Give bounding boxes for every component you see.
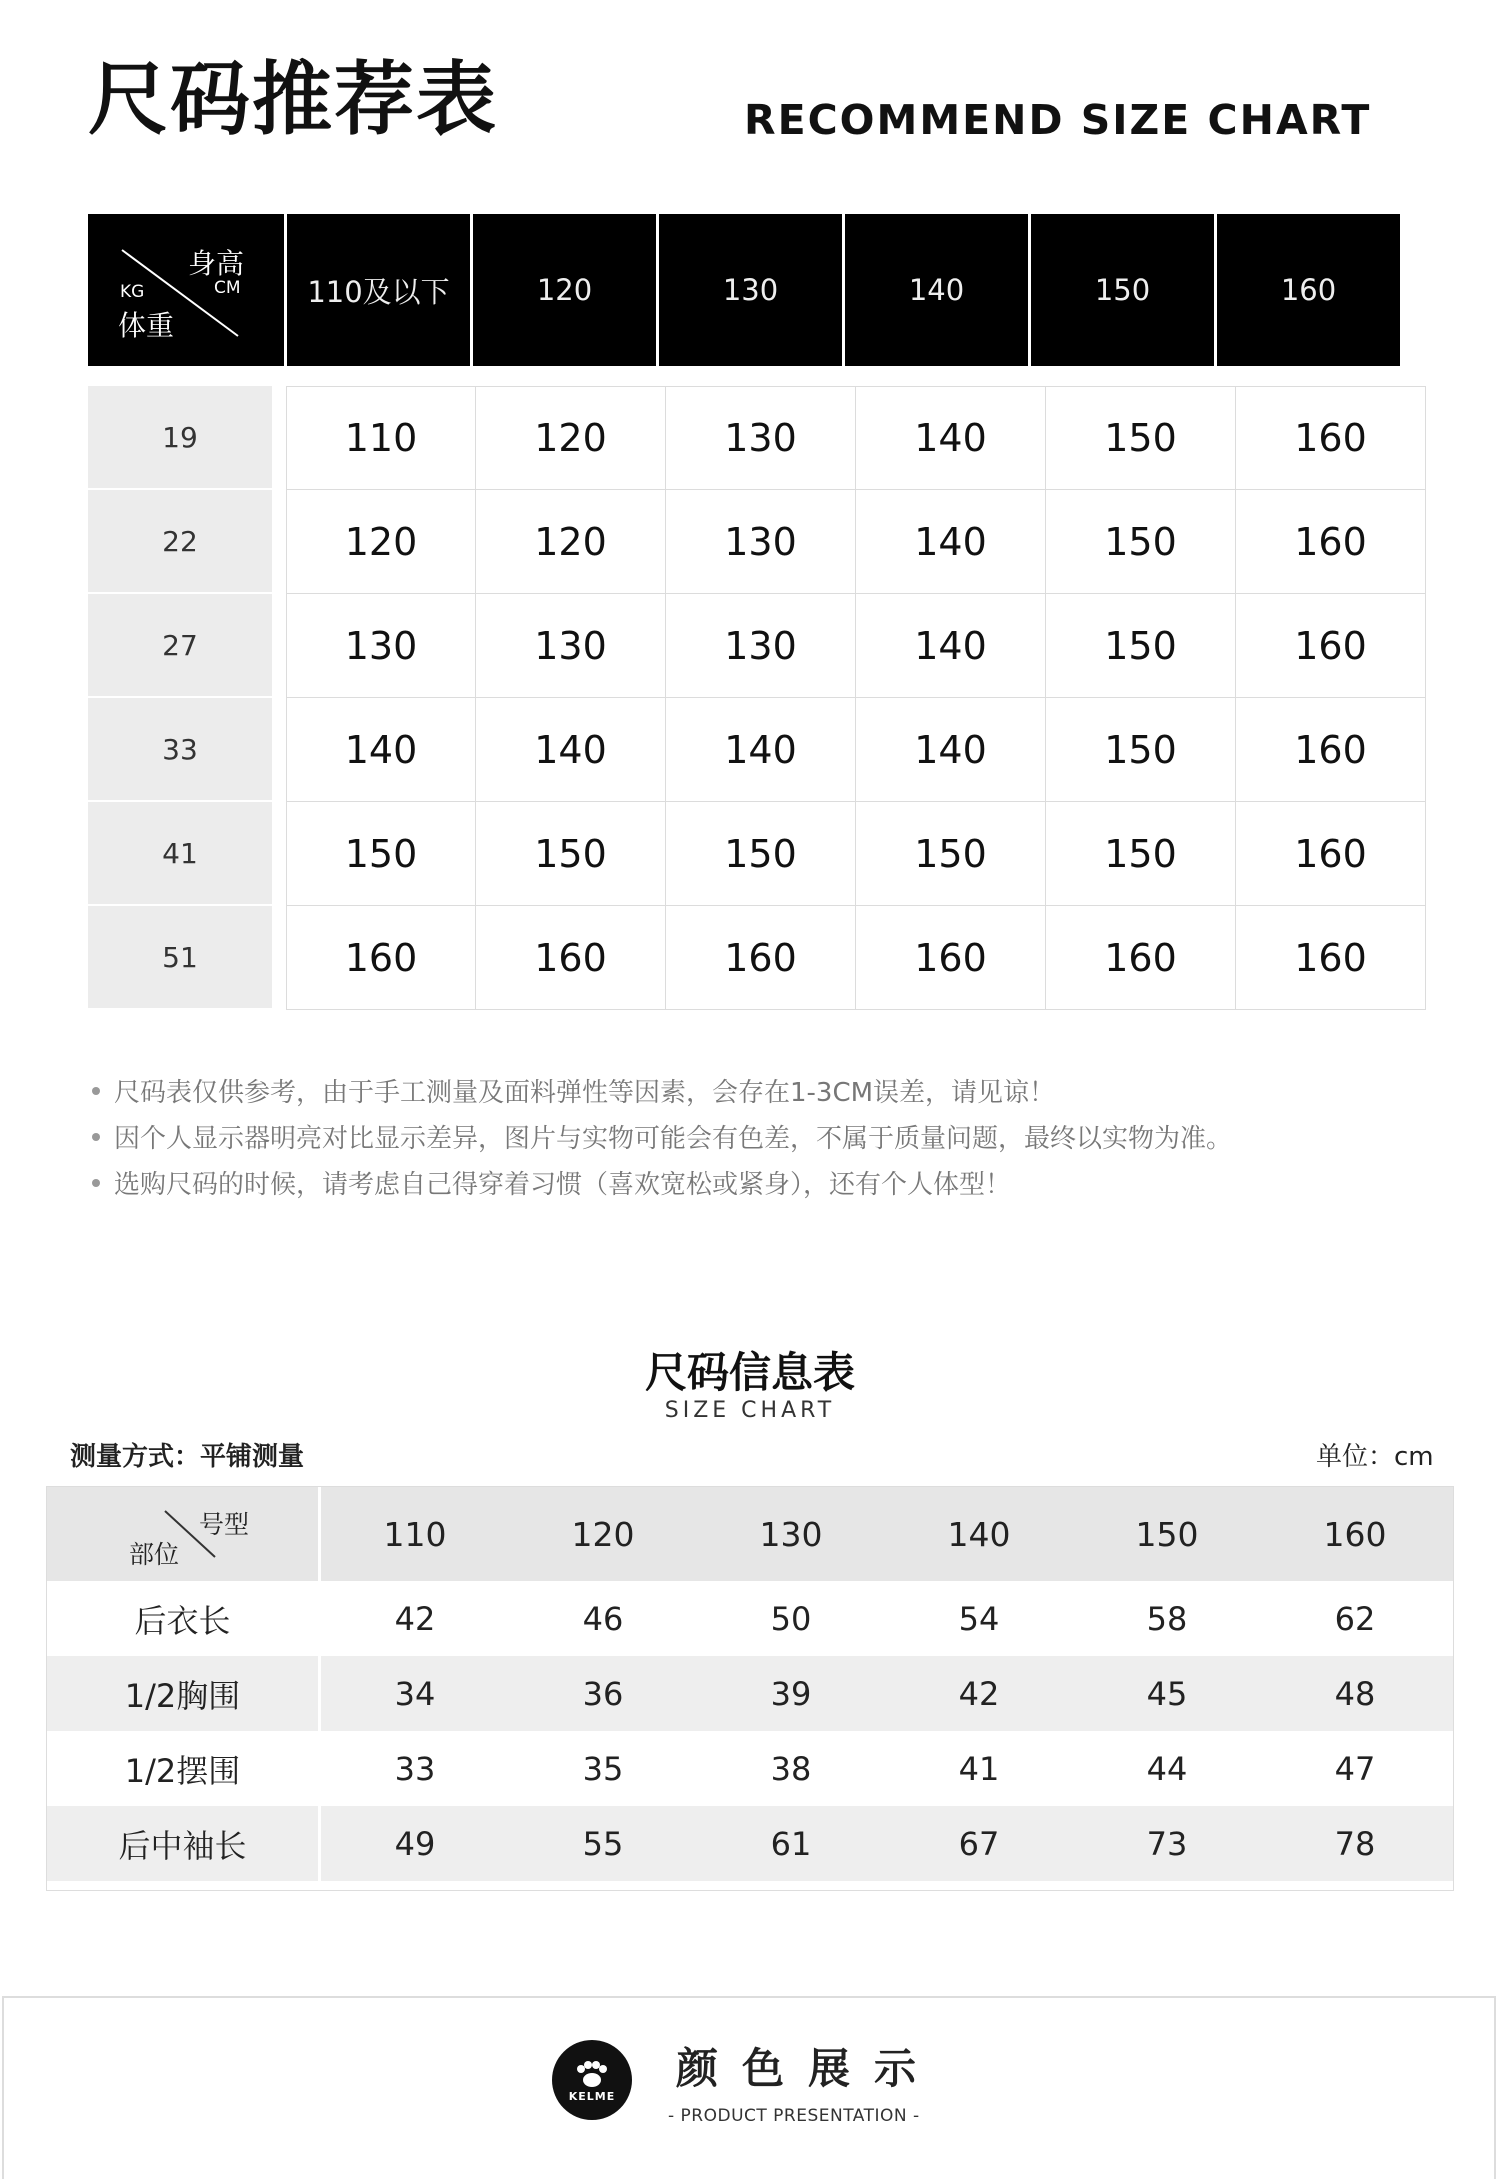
size-cell: 160 bbox=[1236, 802, 1426, 906]
measure-cell: 44 bbox=[1146, 1749, 1188, 1788]
height-column-header: 150 bbox=[1028, 214, 1214, 366]
measure-cell: 35 bbox=[582, 1749, 624, 1788]
footer-title: 颜色展示 bbox=[676, 2044, 941, 2093]
size-chart-subtitle: SIZE CHART bbox=[664, 1398, 836, 1423]
size-cell: 140 bbox=[286, 698, 476, 802]
size-column-header: 130 bbox=[759, 1514, 823, 1554]
note-text: 因个人显示器明亮对比显示差异，图片与实物可能会有色差，不属于质量问题，最终以实物为准。 bbox=[114, 1124, 1233, 1154]
size-cell: 160 bbox=[286, 906, 476, 1010]
measure-cell: 41 bbox=[958, 1749, 1000, 1788]
note-item bbox=[92, 1116, 1422, 1162]
size-cell: 140 bbox=[666, 698, 856, 802]
height-column-header: 120 bbox=[470, 214, 656, 366]
size-column-header: 110 bbox=[383, 1514, 447, 1554]
weight-cell: 27 bbox=[88, 594, 272, 698]
height-column-header: 110及以下 bbox=[284, 214, 470, 366]
size-cell: 130 bbox=[476, 594, 666, 698]
table-row bbox=[47, 1731, 1453, 1806]
size-cell: 160 bbox=[856, 906, 1046, 1010]
brand-logo bbox=[552, 2040, 632, 2120]
part-label: 部位 bbox=[129, 1540, 180, 1569]
weight-cell: 51 bbox=[88, 906, 272, 1010]
size-cell: 140 bbox=[856, 594, 1046, 698]
size-cell: 120 bbox=[286, 490, 476, 594]
size-cell: 160 bbox=[666, 906, 856, 1010]
size-cell: 150 bbox=[1046, 490, 1236, 594]
unit-label: 单位：cm bbox=[1316, 1442, 1434, 1472]
measure-cell: 46 bbox=[582, 1599, 624, 1638]
note-item bbox=[92, 1162, 1422, 1208]
size-column-header: 160 bbox=[1323, 1514, 1387, 1554]
bullet-icon bbox=[92, 1179, 100, 1187]
table-row bbox=[88, 698, 1418, 802]
measure-cell: 34 bbox=[394, 1674, 436, 1713]
size-column-header: 120 bbox=[571, 1514, 635, 1554]
footer-subtitle: - PRODUCT PRESENTATION - bbox=[668, 2106, 920, 2126]
table-row bbox=[88, 386, 1418, 490]
size-cell: 110 bbox=[286, 386, 476, 490]
note-item bbox=[92, 1070, 1422, 1116]
measure-cell: 73 bbox=[1146, 1824, 1188, 1863]
size-cell: 160 bbox=[1236, 698, 1426, 802]
measure-method: 测量方式：平铺测量 bbox=[70, 1442, 305, 1472]
size-cell: 150 bbox=[1046, 386, 1236, 490]
weight-label: 体重 bbox=[118, 309, 175, 342]
measure-cell: 49 bbox=[394, 1824, 436, 1863]
size-cell: 150 bbox=[1046, 802, 1236, 906]
measure-cell: 36 bbox=[582, 1674, 624, 1713]
weight-unit: KG bbox=[120, 282, 145, 302]
weight-cell: 41 bbox=[88, 802, 272, 906]
measure-cell: 39 bbox=[770, 1674, 812, 1713]
size-cell: 160 bbox=[476, 906, 666, 1010]
diagonal-divider bbox=[47, 1487, 321, 1581]
table-row bbox=[88, 490, 1418, 594]
measure-cell: 42 bbox=[958, 1674, 1000, 1713]
part-cell: 后衣长 bbox=[47, 1581, 321, 1656]
page-title: 尺码推荐表 bbox=[88, 53, 498, 146]
table-row bbox=[88, 594, 1418, 698]
measure-cell: 50 bbox=[770, 1599, 812, 1638]
size-column-header: 140 bbox=[947, 1514, 1011, 1554]
recommend-table-corner bbox=[88, 214, 284, 366]
size-chart-header bbox=[47, 1487, 1453, 1581]
measure-cell: 38 bbox=[770, 1749, 812, 1788]
size-cell: 120 bbox=[476, 490, 666, 594]
part-cell: 1/2摆围 bbox=[47, 1731, 321, 1806]
size-cell: 130 bbox=[666, 386, 856, 490]
bullet-icon bbox=[92, 1087, 100, 1095]
size-cell: 140 bbox=[856, 386, 1046, 490]
weight-cell: 19 bbox=[88, 386, 272, 490]
part-cell: 1/2胸围 bbox=[47, 1656, 321, 1731]
recommend-table-body bbox=[88, 386, 1418, 1010]
measure-cell: 67 bbox=[958, 1824, 1000, 1863]
size-cell: 160 bbox=[1236, 386, 1426, 490]
weight-cell: 33 bbox=[88, 698, 272, 802]
measure-cell: 78 bbox=[1334, 1824, 1376, 1863]
recommend-table-header bbox=[88, 214, 1418, 366]
bullet-icon bbox=[92, 1133, 100, 1141]
measure-cell: 54 bbox=[958, 1599, 1000, 1638]
size-chart-corner bbox=[47, 1487, 321, 1581]
size-cell: 160 bbox=[1236, 906, 1426, 1010]
height-column-header: 130 bbox=[656, 214, 842, 366]
size-cell: 150 bbox=[1046, 698, 1236, 802]
table-row bbox=[47, 1806, 1453, 1881]
measure-cell: 33 bbox=[394, 1749, 436, 1788]
measure-cell: 62 bbox=[1334, 1599, 1376, 1638]
size-cell: 150 bbox=[666, 802, 856, 906]
size-chart-table bbox=[46, 1486, 1454, 1891]
size-cell: 160 bbox=[1046, 906, 1236, 1010]
size-cell: 130 bbox=[666, 594, 856, 698]
measure-cell: 58 bbox=[1146, 1599, 1188, 1638]
size-cell: 140 bbox=[856, 698, 1046, 802]
size-cell: 150 bbox=[856, 802, 1046, 906]
size-cell: 150 bbox=[286, 802, 476, 906]
table-row bbox=[88, 906, 1418, 1010]
table-row bbox=[47, 1581, 1453, 1656]
table-row bbox=[47, 1656, 1453, 1731]
note-text: 选购尺码的时候，请考虑自己得穿着习惯（喜欢宽松或紧身），还有个人体型！ bbox=[114, 1170, 1012, 1200]
size-chart-title: 尺码信息表 bbox=[644, 1348, 855, 1397]
size-cell: 140 bbox=[856, 490, 1046, 594]
height-label: 身高 bbox=[188, 247, 245, 280]
size-cell: 130 bbox=[666, 490, 856, 594]
size-type-label: 号型 bbox=[199, 1510, 250, 1539]
measure-cell: 48 bbox=[1334, 1674, 1376, 1713]
table-row bbox=[88, 802, 1418, 906]
measure-cell: 47 bbox=[1334, 1749, 1376, 1788]
size-cell: 150 bbox=[1046, 594, 1236, 698]
measure-cell: 42 bbox=[394, 1599, 436, 1638]
height-column-header: 140 bbox=[842, 214, 1028, 366]
size-cell: 160 bbox=[1236, 594, 1426, 698]
height-column-header: 160 bbox=[1214, 214, 1400, 366]
measure-cell: 55 bbox=[582, 1824, 624, 1863]
notes-list bbox=[92, 1070, 1422, 1208]
paw-icon bbox=[552, 2040, 632, 2120]
weight-cell: 22 bbox=[88, 490, 272, 594]
size-cell: 150 bbox=[476, 802, 666, 906]
size-cell: 140 bbox=[476, 698, 666, 802]
brand-logo-text: KELME bbox=[568, 2090, 616, 2103]
size-cell: 160 bbox=[1236, 490, 1426, 594]
size-cell: 120 bbox=[476, 386, 666, 490]
height-unit: CM bbox=[214, 278, 241, 298]
page-title-en: RECOMMEND SIZE CHART bbox=[744, 96, 1372, 144]
part-cell: 后中袖长 bbox=[47, 1806, 321, 1881]
measure-cell: 45 bbox=[1146, 1674, 1188, 1713]
size-cell: 130 bbox=[286, 594, 476, 698]
measure-cell: 61 bbox=[770, 1824, 812, 1863]
note-text: 尺码表仅供参考，由于手工测量及面料弹性等因素，会存在1-3CM误差，请见谅！ bbox=[114, 1078, 1056, 1108]
size-column-header: 150 bbox=[1135, 1514, 1199, 1554]
